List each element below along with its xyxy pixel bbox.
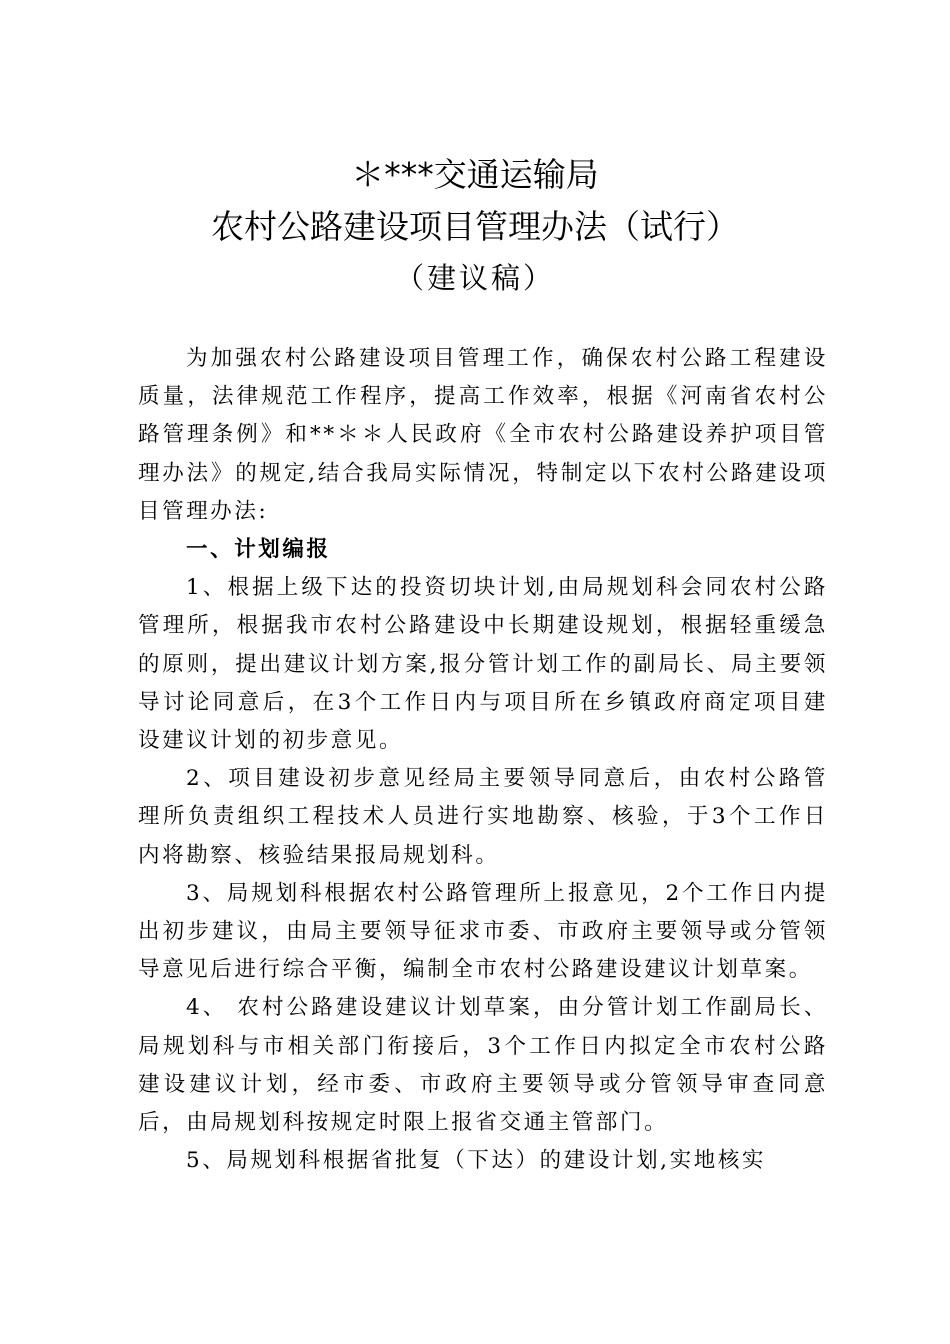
list-item: 4、 农村公路建设建议计划草案，由分管计划工作副局长、局规划科与市相关部门衔接后，3个工作日内拟定全市农村公路建设建议计划，经市委、市政府主要领导或分管领导审查同意后，由局规划科按规定时限上报省交通主管部门。: [138, 995, 828, 1136]
document-title: 农村公路建设项目管理办法（试行）: [211, 207, 739, 246]
document-subtitle: （建议稿）: [394, 261, 555, 295]
intro-paragraph: 为加强农村公路建设项目管理工作，确保农村公路工程建设质量，法律规范工作程序，提高工作效率，根据《河南省农村公路管理条例》和**＊＊人民政府《全市农村公路建设养护项目管理办法》的规定,结合我局实际情况，特制定以下农村公路建设项目管理办法:: [138, 346, 828, 524]
section-heading: 一、计划编报: [186, 537, 331, 563]
list-item: 2、项目建设初步意见经局主要领导同意后，由农村公路管理所负责组织工程技术人员进行实地勘察、核验，于3个工作日内将勘察、核验结果报局规划科。: [138, 766, 828, 868]
list-item: 3、局规划科根据农村公路管理所上报意见，2个工作日内提出初步建议，由局主要领导征求市委、市政府主要领导或分管领导意见后进行综合平衡，编制全市农村公路建设建议计划草案。: [138, 880, 828, 983]
list-item: 1、根据上级下达的投资切块计划,由局规划科会同农村公路管理所，根据我市农村公路建设中长期建设规划，根据轻重缓急的原则，提出建议计划方案,报分管计划工作的副局长、局主要领导讨论同意后，在3个工作日内与项目所在乡镇政府商定项目建设建议计划的初步意见。: [138, 575, 828, 754]
list-item: 5、局规划科根据省批复（下达）的建设计划,实地核实: [186, 1148, 767, 1174]
document-body: [138, 340, 828, 1180]
document-title-issuer: ＊***交通运输局: [351, 155, 599, 194]
